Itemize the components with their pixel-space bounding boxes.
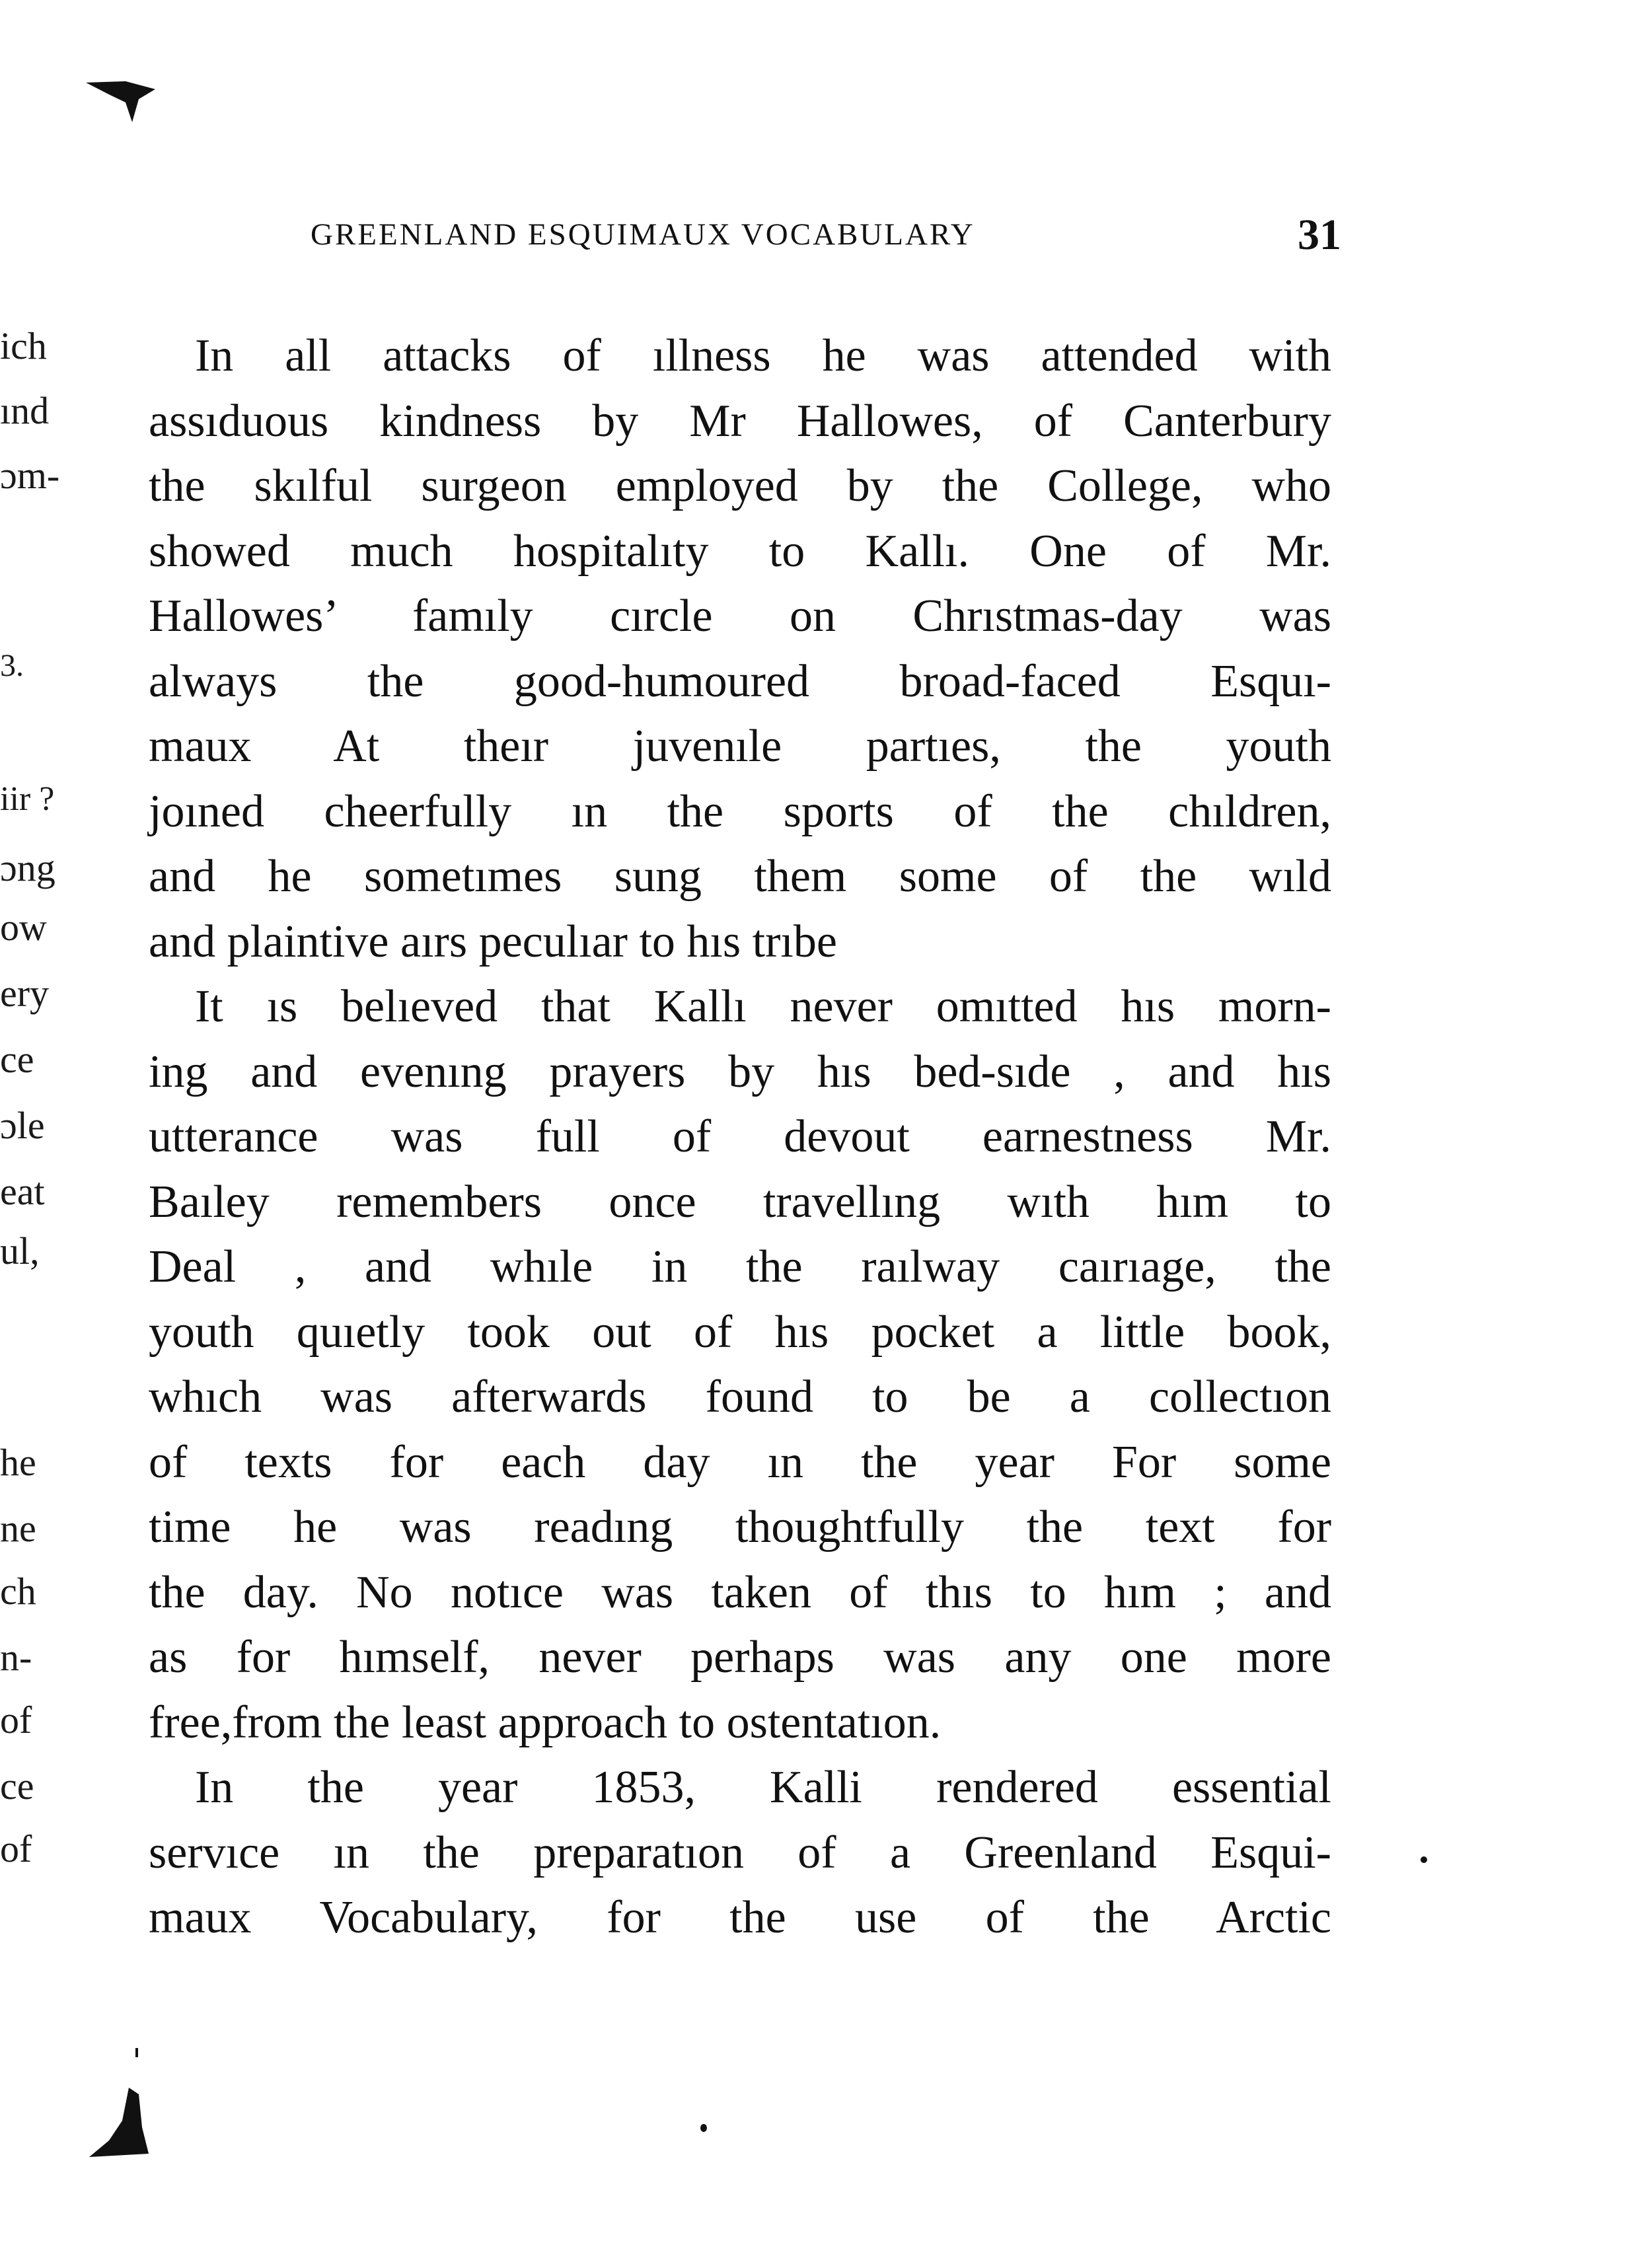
- running-title: GREENLAND ESQUIMAUX VOCABULARY: [311, 217, 975, 252]
- text-line: of texts for each day ın the year For some: [149, 1436, 1331, 1488]
- text-line: and he sometımes sung them some of the wıld: [149, 851, 1331, 902]
- margin-fragment: ne: [0, 1507, 36, 1550]
- text-line: whıch was afterwards found to be a collectıon: [149, 1372, 1331, 1422]
- running-head: [311, 210, 1341, 263]
- text-line: maux Vocabulary, for the use of the Arctic: [149, 1892, 1331, 1943]
- margin-fragment: ul,: [0, 1229, 40, 1272]
- text-line: and plaintive aırs peculıar to hıs trıbe: [149, 916, 837, 967]
- text-line: Baıley remembers once travellıng wıth hım to: [149, 1176, 1331, 1227]
- margin-fragment: n-: [0, 1636, 32, 1679]
- margin-fragment: he: [0, 1441, 36, 1484]
- margin-fragment: ow: [0, 906, 47, 949]
- margin-fragment: ɔng: [0, 846, 56, 889]
- text-line: It ıs belıeved that Kallı never omıtted hıs morn-: [195, 981, 1331, 1032]
- margin-fragment: ce: [0, 1038, 34, 1081]
- text-line: time he was readıng thoughtfully the text for: [149, 1502, 1331, 1553]
- ink-speck: [1421, 1856, 1427, 1863]
- margin-fragment: eat: [0, 1170, 45, 1213]
- text-line: youth quıetly took out of hıs pocket a little book,: [149, 1306, 1331, 1358]
- margin-fragment: of: [0, 1699, 32, 1741]
- margin-fragment: ɔm-: [0, 454, 60, 497]
- text-line: servıce ın the preparatıon of a Greenland Esqui-: [149, 1827, 1331, 1878]
- margin-fragment: of: [0, 1827, 32, 1870]
- text-line: joıned cheerfully ın the sports of the chıldren,: [149, 786, 1331, 837]
- text-line: In all attacks of ıllness he was attended with: [195, 330, 1331, 381]
- text-line: maux At theır juvenıle partıes, the youth: [149, 721, 1331, 772]
- text-line: the day. No notıce was taken of thıs to hım ; and: [149, 1566, 1331, 1618]
- text-line: the skılful surgeon employed by the College, who: [149, 460, 1331, 511]
- ink-blot-top: [86, 76, 165, 135]
- margin-fragment: 3.: [0, 648, 24, 683]
- text-line: assıduous kindness by Mr Hallowes, of Canterbury: [149, 395, 1331, 447]
- text-line: Deal , and whıle in the raılway caırıage, the: [149, 1241, 1331, 1292]
- margin-fragment: ch: [0, 1570, 36, 1613]
- ink-blot-bottom: [83, 2048, 162, 2160]
- ink-speck: [700, 2124, 707, 2132]
- text-line: free,from the least approach to ostentatıon.: [149, 1697, 942, 1748]
- margin-fragment: ɔle: [0, 1104, 45, 1147]
- text-line: as for hımself, never perhaps was any one more: [149, 1632, 1331, 1683]
- text-line: showed much hospitalıty to Kallı. One of Mr.: [149, 525, 1331, 577]
- margin-fragment: iir ?: [0, 780, 55, 818]
- margin-fragment: ich: [0, 324, 47, 367]
- text-line: In the year 1853, Kalli rendered essential: [195, 1762, 1331, 1813]
- body-text: [149, 324, 1331, 1951]
- text-line: always the good-humoured broad-faced Esquı-: [149, 655, 1331, 707]
- page-number: 31: [1298, 211, 1341, 259]
- text-line: ing and evenıng prayers by hıs bed-sıde , and hıs: [149, 1046, 1331, 1097]
- text-line: utterance was full of devout earnestness Mr.: [149, 1111, 1331, 1162]
- margin-fragment: ery: [0, 972, 50, 1015]
- text-line: Hallowes’ famıly cırcle on Chrıstmas-day was: [149, 591, 1331, 641]
- margin-fragment: ınd: [0, 389, 50, 432]
- margin-fragment: ce: [0, 1765, 34, 1808]
